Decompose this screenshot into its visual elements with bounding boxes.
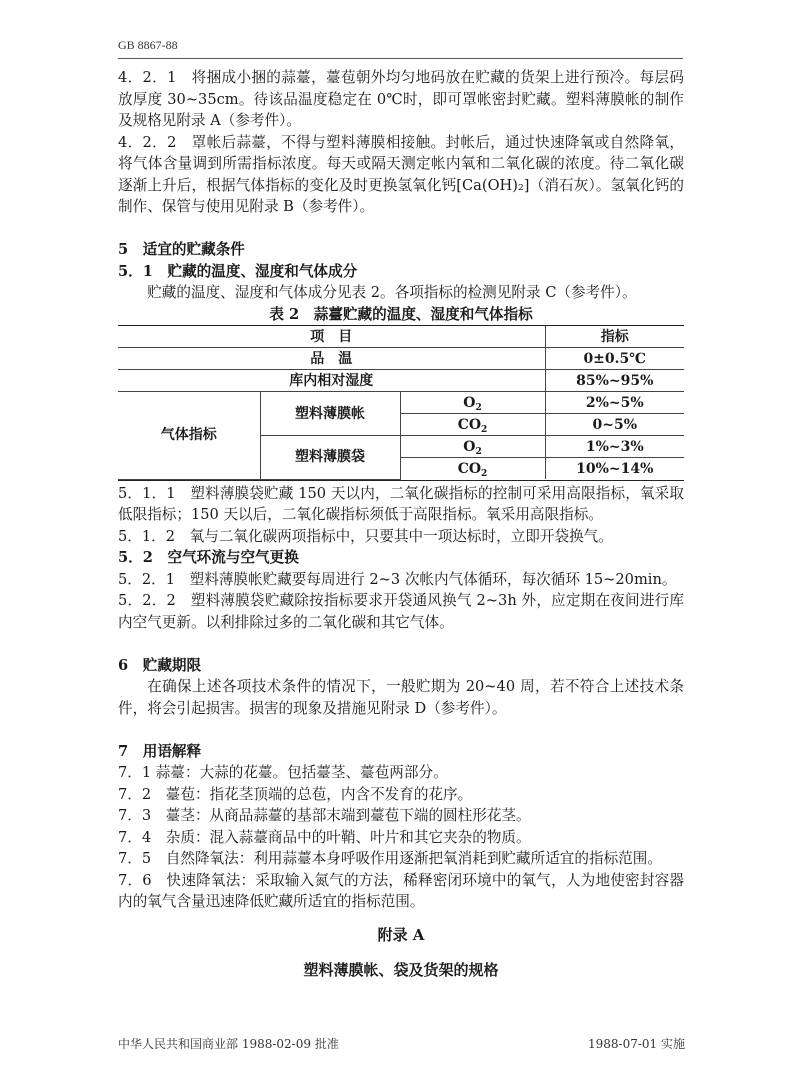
approval-date: 中华人民共和国商业部 1988-02-09 批准 — [118, 1037, 339, 1051]
row-temp-value: 0±0.5℃ — [545, 348, 684, 370]
term-7-5: 7．5 自然降氧法：利用蒜薹本身呼吸作用逐渐把氧消耗到贮藏所适宜的指标范围。 — [118, 850, 662, 867]
standard-code: GB 8867-88 — [118, 38, 178, 52]
tent-o2-label: $O_2$ — [400, 392, 545, 414]
clause-5-2-2: 5．2．2 塑料薄膜袋贮藏除按指标要求开袋通风换气 2~3h 外，应定期在夜间进行库内空气更新。以利排除过多的二氧化碳和其它气体。 — [118, 592, 684, 631]
table-row — [118, 348, 684, 370]
tent-label: 塑料薄膜帐 — [260, 392, 400, 436]
row-humidity-label: 库内相对湿度 — [118, 370, 545, 392]
bag-o2-value: 1%~3% — [545, 436, 684, 458]
term-7-4: 7．4 杂质：混入蒜薹商品中的叶鞘、叶片和其它夹杂的物质。 — [118, 828, 531, 846]
bag-o2-label: $O_2$ — [400, 436, 545, 458]
clause-5-2-1: 5．2．1 塑料薄膜帐贮藏要每周进行 2~3 次帐内气体循环，每次循环 15~20min。 — [118, 570, 677, 588]
section-6-body: 在确保上述各项技术条件的情况下，一般贮期为 20~40 周，若不符合上述技术条件，将会引起损害。损害的现象及措施见附录 D（参考件）。 — [118, 678, 684, 717]
implementation-date: 1988-07-01 实施 — [587, 1037, 685, 1051]
section-5-heading: 5 适宜的贮藏条件 — [118, 241, 245, 258]
clause-5-1-2: 5．1．2 氧与二氧化碳两项指标中，只要其中一项达标时，立即开袋换气。 — [118, 527, 613, 545]
term-7-2: 7．2 薹苞：指花茎顶端的总苞，内含不发育的花序。 — [118, 785, 473, 803]
table-row — [118, 370, 684, 392]
appendix-label: 附录 A — [377, 925, 425, 944]
table-2 — [118, 325, 684, 481]
bag-label: 塑料薄膜袋 — [260, 436, 400, 480]
header-item: 项 目 — [118, 326, 545, 348]
bag-co2-value: 10%~14% — [545, 458, 684, 480]
term-7-1: 7．1 蒜薹：大蒜的花薹。包括薹茎、薹苞两部分。 — [118, 764, 448, 781]
header-rule — [118, 58, 683, 59]
clause-4-2-1: 4．2．1 将捆成小捆的蒜薹，薹苞朝外均匀地码放在贮藏的货架上进行预冷。每层码放厚度 30~35cm。待该品温度稳定在 0℃时，即可罩帐密封贮藏。塑料薄膜帐的制作及规格见附录 A（参考件）。 — [118, 69, 684, 129]
term-7-6: 7．6 快速降氧法：采取输入氮气的方法，稀释密闭环境中的氧气，人为地使密封容器内的氧气含量迅速降低贮藏所适宜的指标范围。 — [118, 871, 684, 910]
tent-co2-label: $CO_2$ — [400, 414, 545, 436]
row-temp-label: 品 温 — [118, 348, 545, 370]
term-7-3: 7．3 薹茎：从商品蒜薹的基部末端到薹苞下端的圆柱形花茎。 — [118, 807, 531, 824]
section-6-heading: 6 贮藏期限 — [118, 656, 202, 674]
clause-5-1-body: 贮藏的温度、湿度和气体成分见表 2。各项指标的检测见附录 C（参考件）。 — [147, 284, 637, 301]
clause-4-2-2: 4．2．2 罩帐后蒜薹，不得与塑料薄膜相接触。封帐后，通过快速降氧或自然降氧，将气体含量调到所需指标浓度。每天或隔天测定帐内氧和二氧化碳的浓度。待二氧化碳逐渐上升后，根据气体指标的变化及时更换氢氧化钙[Ca(OH)₂]（消石灰）。氢氧化钙的制作、保管与使用见附录 B（参考件）。 — [118, 133, 684, 215]
row-humidity-value: 85%~95% — [545, 370, 684, 392]
bag-co2-label: $CO_2$ — [400, 458, 545, 480]
table-header-row — [118, 326, 684, 348]
tent-o2-value: 2%~5% — [545, 392, 684, 414]
gas-index-label: 气体指标 — [118, 392, 260, 480]
clause-5-1-1: 5．1．1 塑料薄膜袋贮藏 150 天以内，二氧化碳指标的控制可采用高限指标，氧采取低限指标；150 天以后，二氧化碳指标须低于高限指标。氧采用高限指标。 — [118, 484, 684, 523]
appendix-title: 塑料薄膜帐、袋及货架的规格 — [303, 961, 499, 979]
table-2-caption: 表 2 蒜薹贮藏的温度、湿度和气体指标 — [269, 305, 533, 323]
table-row — [118, 392, 684, 414]
clause-5-2-heading: 5．2 空气环流与空气更换 — [118, 549, 299, 566]
header-index: 指标 — [545, 326, 684, 348]
document-body — [118, 67, 684, 982]
clause-5-1-heading: 5．1 贮藏的温度、湿度和气体成分 — [118, 262, 358, 280]
tent-co2-value: 0~5% — [545, 414, 684, 436]
section-7-heading: 7 用语解释 — [118, 742, 202, 760]
